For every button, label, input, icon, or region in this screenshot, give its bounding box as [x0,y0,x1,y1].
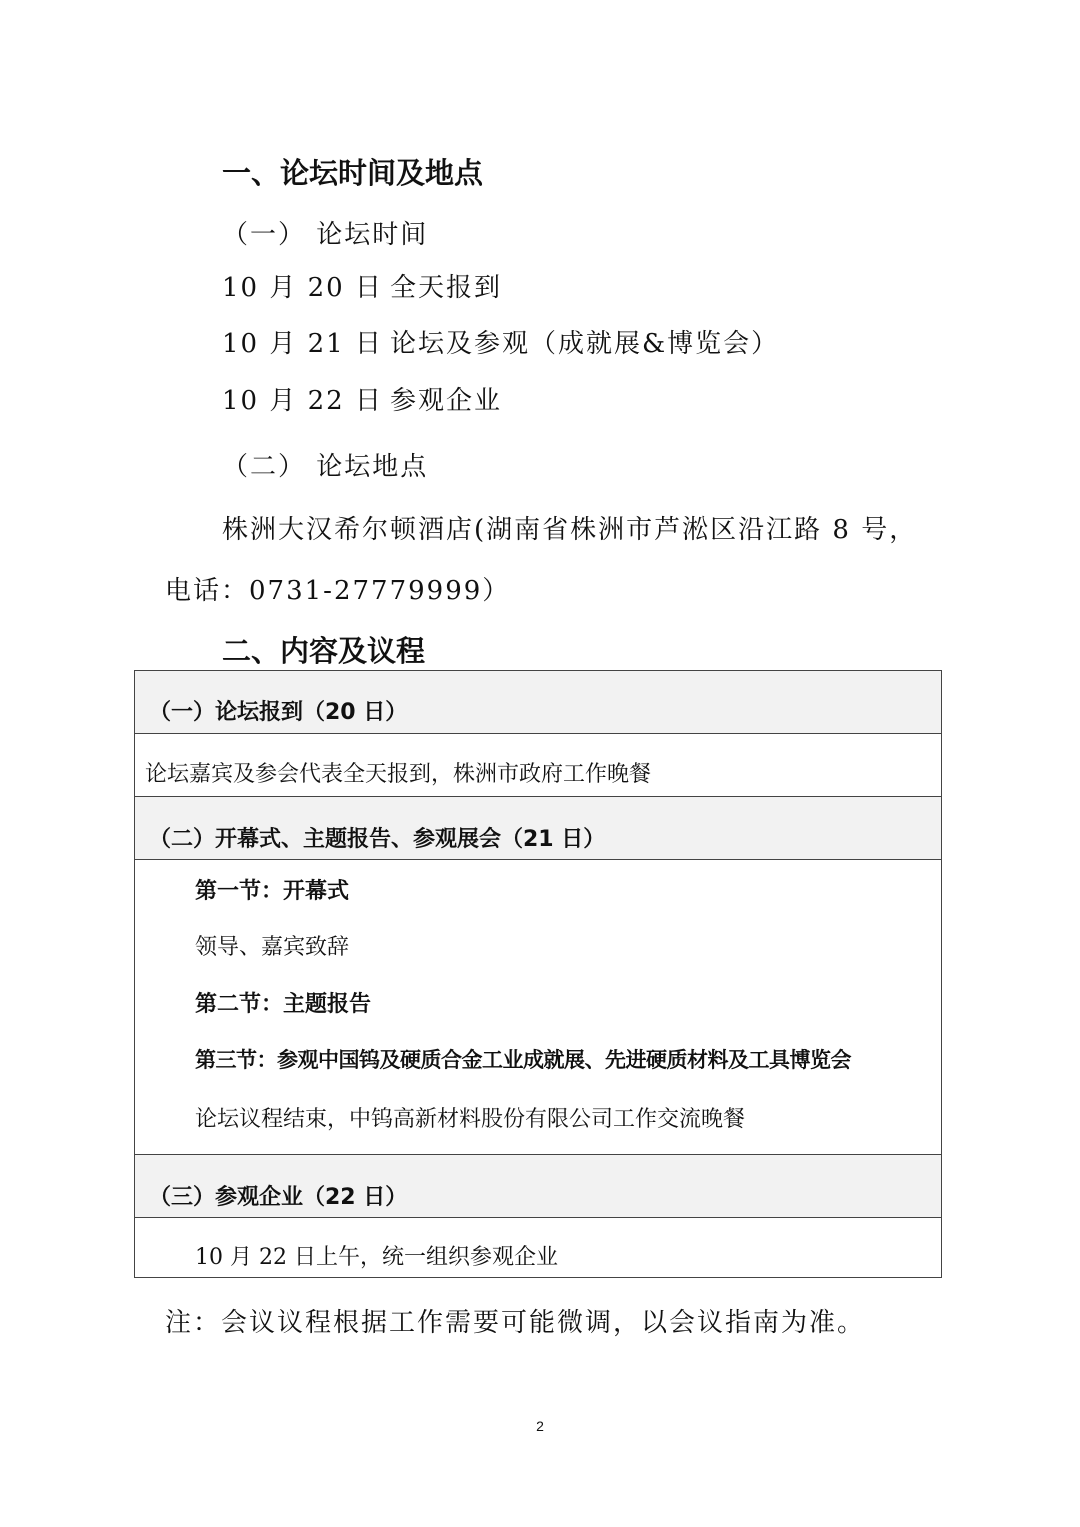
agenda-header-day2 [135,797,941,860]
forum-time-heading: （一） 论坛时间 [222,220,429,250]
schedule-item [222,323,779,360]
schedule-desc: 参观企业 [390,386,503,416]
agenda-table [134,670,942,1278]
venue-phone: 电话：0731-27779999） [165,576,511,606]
venue-address: 株洲大汉希尔顿酒店(湖南省株洲市芦淞区沿江路 8 号， [222,515,918,545]
schedule-date: 10 月 21 日 [222,329,383,359]
agenda-row-day3 [135,1218,941,1278]
agenda-row-day2 [135,860,941,1155]
section2-title: 二、内容及议程 [222,634,426,668]
agenda-cell-text: 10 月 22 日上午，统一组织参观企业 [195,1245,558,1270]
schedule-item [222,380,502,417]
agenda-closing: 论坛议程结束，中钨高新材料股份有限公司工作交流晚餐 [195,1107,746,1132]
agenda-row-day1 [135,734,941,797]
agenda-header-day3 [135,1155,941,1218]
agenda-header-day1 [135,671,941,734]
schedule-item [222,267,502,304]
agenda-cell-text: 论坛嘉宾及参会代表全天报到，株洲市政府工作晚餐 [145,762,652,787]
session-1-title: 第一节：开幕式 [195,879,350,904]
schedule-desc: 全天报到 [390,273,503,303]
schedule-date: 10 月 20 日 [222,273,383,303]
session-1-desc: 领导、嘉宾致辞 [195,935,350,960]
note: 注：会议议程根据工作需要可能微调，以会议指南为准。 [165,1308,866,1338]
session-3-title: 第三节：参观中国钨及硬质合金工业成就展、先进硬质材料及工具博览会 [195,1048,851,1072]
section1-title: 一、论坛时间及地点 [222,156,484,190]
page-number: 2 [536,1418,544,1434]
schedule-desc: 论坛及参观（成就展&博览会） [390,329,780,359]
agenda-header-text: （三）参观企业（22 日） [149,1185,408,1210]
forum-venue-heading: （二） 论坛地点 [222,452,429,482]
agenda-header-text: （一）论坛报到（20 日） [149,700,408,725]
schedule-date: 10 月 22 日 [222,386,383,416]
agenda-header-text: （二）开幕式、主题报告、参观展会（21 日） [149,827,606,852]
session-2-title: 第二节：主题报告 [195,992,372,1017]
